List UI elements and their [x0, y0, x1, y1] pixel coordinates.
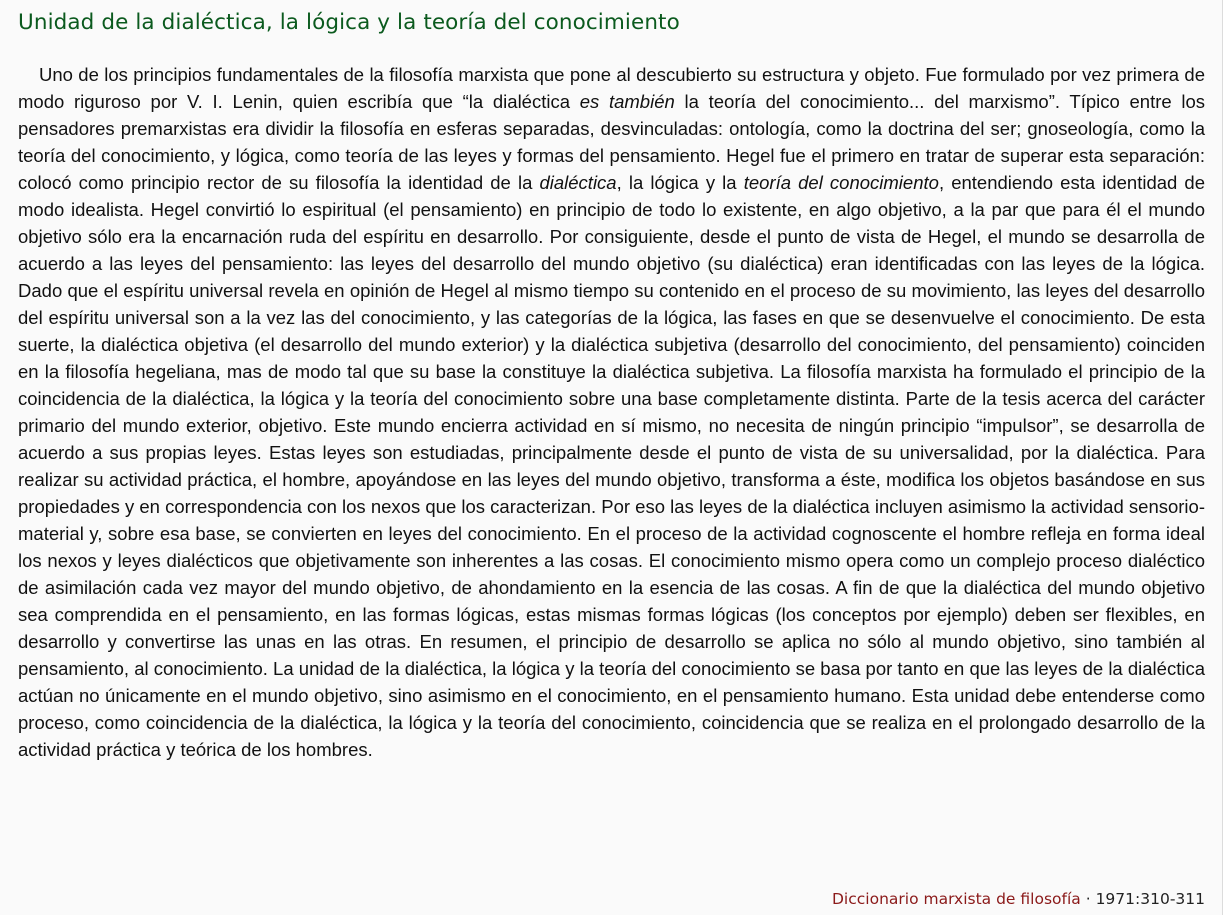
article-emphasis-segment: es también [579, 91, 675, 112]
source-separator: · [1080, 890, 1096, 908]
source-dictionary-link[interactable]: Diccionario marxista de filosofía [832, 890, 1081, 908]
article-text-segment: Uno de los principios fundamentales de la filosofía marxista que pone al descubierto su estructura y objeto. Fue formulado por vez primera de modo riguroso por V. I. Lenin, quien escribía que “la dialéctica [18, 64, 1205, 112]
article-text-segment: , entendiendo esta identidad de modo idealista. Hegel convirtió lo espiritual (el pensamiento) en principio de todo lo existente, en algo objetivo, a la par que para él el mundo objetivo sólo era la encarnación ruda del espíritu en desarrollo. Por consiguiente, desde el punto de vista de Hegel, el mundo se desarrolla de acuerdo a las leyes del pensamiento: las leyes del desarrollo del mundo objetivo (su dialéctica) eran identificadas con las leyes de la lógica. Dado que el espíritu universal revela en opinión de Hegel al mismo tiempo su contenido en el proceso de su movimiento, las leyes del desarrollo del espíritu universal son a la vez las del conocimiento, y las categorías de la lógica, las fases en que se desenvuelve el conocimiento. De esta suerte, la dialéctica objetiva (el desarrollo del mundo exterior) y la dialéctica subjetiva (desarrollo del conocimiento, del pensamiento) coinciden en la filosofía hegeliana, mas de modo tal que su base la constituye la dialéctica subjetiva. La filosofía marxista ha formulado el principio de la coincidencia de la dialéctica, la lógica y la teoría del conocimiento sobre una base completamente distinta. Parte de la tesis acerca del carácter primario del mundo exterior, objetivo. Este mundo encierra actividad en sí mismo, no necesita de ningún principio “impulsor”, se desarrolla de acuerdo a sus propias leyes. Estas leyes son estudiadas, principalmente desde el punto de vista de su universalidad, por la dialéctica. Para realizar su actividad práctica, el hombre, apoyándose en las leyes del mundo objetivo, transforma a éste, modifica los objetos basándose en sus propiedades y en correspondencia con los nexos que los caracterizan. Por eso las leyes de la dialéctica incluyen asimismo la actividad sensorio-material y, sobre esa base, se convierten en leyes del conocimiento. En el proceso de la actividad cognoscente el hombre refleja en forma ideal los nexos y leyes dialécticos que objetivamente son inherentes a las cosas. El conocimiento mismo opera como un complejo proceso dialéctico de asimilación cada vez mayor del mundo objetivo, de ahondamiento en la esencia de las cosas. A fin de que la dialéctica del mundo objetivo sea comprendida en el pensamiento, en las formas lógicas, estas mismas formas lógicas (los conceptos por ejemplo) deben ser flexibles, en desarrollo y convertirse las unas en las otras. En resumen, el principio de desarrollo se aplica no sólo al mundo objetivo, sino también al pensamiento, al conocimiento. La unidad de la dialéctica, la lógica y la teoría del conocimiento se basa por tanto en que las leyes de la dialéctica actúan no únicamente en el mundo objetivo, sino asimismo en el conocimiento, en el pensamiento humano. Esta unidad debe entenderse como proceso, como coincidencia de la dialéctica, la lógica y la teoría del conocimiento, coincidencia que se realiza en el prolongado desarrollo de la actividad práctica y teórica de los hombres. [18, 172, 1206, 760]
page-title: Unidad de la dialéctica, la lógica y la teoría del conocimiento [18, 10, 680, 35]
article-text-segment: la teoría del conocimiento... del marxismo”. Típico entre los pensadores premarxistas era dividir la filosofía en esferas separadas, desvinculadas: ontología, como la doctrina del ser; gnoseología, como la teoría del conocimiento, y lógica, como teoría de las leyes y formas del pensamiento. Hegel fue el primero en tratar de superar esta separación: colocó como principio rector de su filosofía la identidad de la [18, 91, 1206, 193]
source-citation [832, 890, 1205, 908]
article-text-segment: , la lógica y la [616, 172, 744, 193]
article-emphasis-segment: teoría del conocimiento [743, 172, 939, 193]
article-emphasis-segment: dialéctica [539, 172, 617, 193]
source-pages: 1971:310-311 [1095, 890, 1205, 908]
article-body [18, 61, 1205, 763]
